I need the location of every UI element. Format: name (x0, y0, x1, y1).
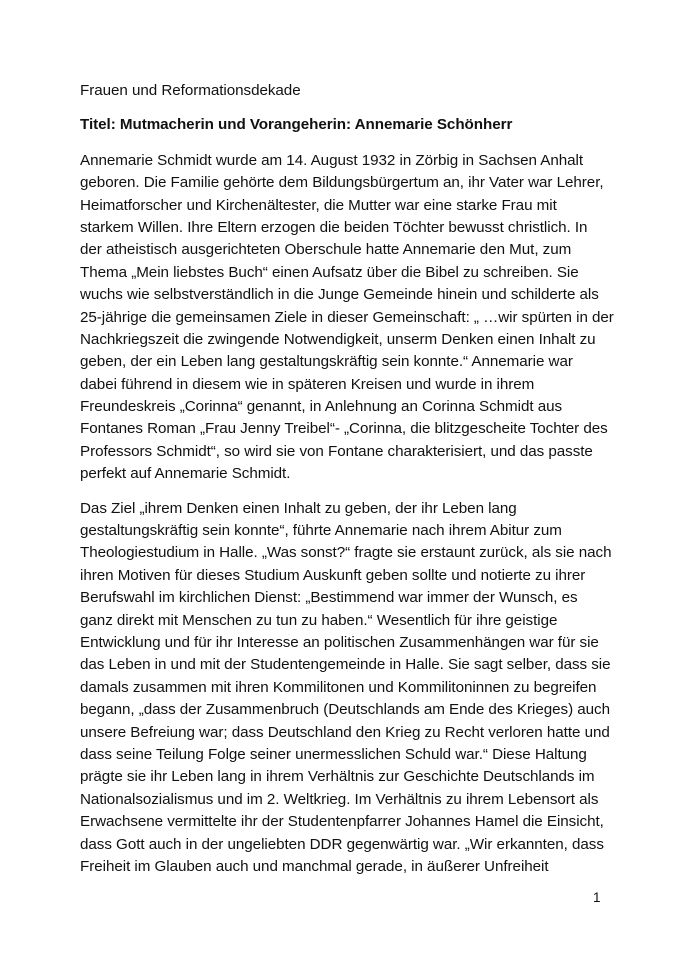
page-number: 1 (593, 890, 601, 905)
text-line: Erwachsene vermittelte ihr der Studentenpfarrer Johannes Hamel die Einsicht, (80, 813, 604, 831)
text-line: Das Ziel „ihrem Denken einen Inhalt zu geben, der ihr Leben lang (80, 499, 517, 517)
text-line: der atheistisch ausgerichteten Oberschule hatte Annemarie den Mut, zum (80, 241, 572, 259)
text-line: prägte sie ihr Leben lang in ihrem Verhältnis zur Geschichte Deutschlands im (80, 768, 595, 786)
text-line: Entwicklung und für ihr Interesse an politischen Zusammenhängen war für sie (80, 633, 599, 651)
paragraph (80, 150, 614, 486)
text-line: das Leben in und mit der Studentengemeinde in Halle. Sie sagt selber, dass sie (80, 656, 611, 674)
text-line: gestaltungskräftig sein konnte“, führte Annemarie nach ihrem Abitur zum (80, 522, 562, 540)
document-category: Frauen und Reformationsdekade (80, 82, 301, 99)
text-line: Heimatforscher und Kirchenältester, die Mutter war eine starke Frau mit (80, 196, 557, 214)
paragraph (80, 498, 612, 879)
text-line: dabei führend in diesem wie in späteren Kreisen und wurde in ihrem (80, 375, 535, 393)
text-line: geboren. Die Familie gehörte dem Bildungsbürgertum an, ihr Vater war Lehrer, (80, 174, 604, 192)
text-line: Thema „Mein liebstes Buch“ einen Aufsatz über die Bibel zu schreiben. Sie (80, 263, 579, 281)
text-line: starkem Willen. Ihre Eltern erzogen die beiden Töchter bewusst christlich. In (80, 218, 588, 236)
text-line: ihren Motiven für dieses Studium Auskunft geben sollte und notierte zu ihrer (80, 566, 586, 584)
text-line: unsere Befreiung war; dass Deutschland den Krieg zu Recht verloren hatte und (80, 723, 610, 741)
text-line: Annemarie Schmidt wurde am 14. August 1932 in Zörbig in Sachsen Anhalt (80, 151, 584, 169)
text-line: 25-jährige die gemeinsamen Ziele in dieser Gemeinschaft: „ …wir spürten in der (80, 308, 614, 326)
document-title: Titel: Mutmacherin und Vorangeherin: Annemarie Schönherr (80, 116, 513, 134)
text-line: Freundeskreis „Corinna“ genannt, in Anlehnung an Corinna Schmidt aus (80, 398, 563, 416)
text-line: wuchs wie selbstverständlich in die Junge Gemeinde hinein und schilderte als (80, 286, 599, 304)
text-line: Professors Schmidt“, so wird sie von Fontane charakterisiert, und das passte (80, 442, 593, 460)
paragraph-list (80, 150, 614, 879)
text-line: Theologiestudium in Halle. „Was sonst?“ fragte sie erstaunt zurück, als sie nach (80, 544, 612, 562)
text-line: dass seine Teilung Folge seiner unermesslichen Schuld war.“ Diese Haltung (80, 745, 587, 763)
text-line: Freiheit im Glauben auch und manchmal gerade, in äußerer Unfreiheit (80, 857, 549, 875)
text-line: Nachkriegszeit die zwingende Notwendigkeit, unserm Denken einen Inhalt zu (80, 330, 596, 348)
text-line: Nationalsozialismus und im 2. Weltkrieg. Im Verhältnis zu ihrem Lebensort als (80, 790, 599, 808)
text-line: ganz direkt mit Menschen zu tun zu haben.“ Wesentlich für ihre geistige (80, 611, 558, 629)
text-line: geben, der ein Leben lang gestaltungskräftig sein konnte.“ Annemarie war (80, 353, 573, 371)
text-line: damals zusammen mit ihren Kommilitonen und Kommilitoninnen zu begreifen (80, 678, 597, 696)
text-line: Berufswahl im kirchlichen Dienst: „Bestimmend war immer der Wunsch, es (80, 589, 578, 607)
text-line: perfekt auf Annemarie Schmidt. (80, 465, 291, 483)
text-line: Fontanes Roman „Frau Jenny Treibel“- „Corinna, die blitzgescheite Tochter des (80, 420, 608, 438)
text-line: begann, „dass der Zusammenbruch (Deutschlands am Ende des Krieges) auch (80, 701, 610, 719)
text-line: dass Gott auch in der ungeliebten DDR gegenwärtig war. „Wir erkannten, dass (80, 835, 604, 853)
document-body (80, 80, 614, 890)
